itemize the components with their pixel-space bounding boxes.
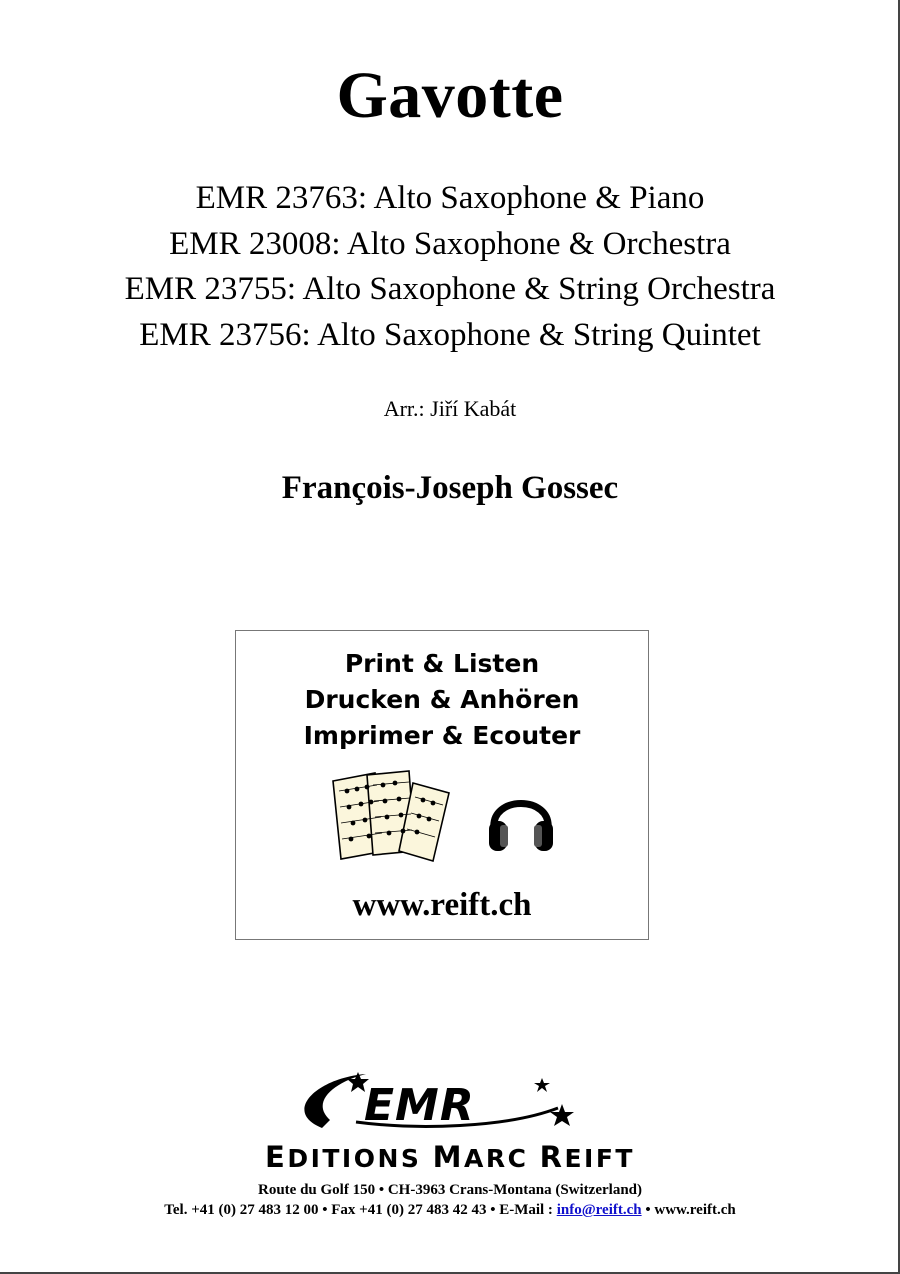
arranger-credit: Arr.: Jiří Kabát	[383, 396, 517, 421]
print-and-listen-box[interactable]	[235, 630, 649, 940]
email-link[interactable]: info@reift.ch	[556, 1202, 642, 1218]
emr-logo	[296, 1072, 606, 1134]
publisher-contact-line: Tel. +41 (0) 27 483 12 00 • Fax +41 (0) 27 483 42 43 • E-Mail : info@reift.ch • www.reift.ch	[164, 1202, 736, 1218]
publisher-address: Route du Golf 150 • CH-3963 Crans-Montana (Switzerland)	[258, 1182, 642, 1198]
headphones-icon	[486, 781, 556, 861]
edition-line: EMR 23008: Alto Saxophone & Orchestra	[169, 225, 731, 262]
page-title: Gavotte	[336, 59, 564, 132]
promo-line-french: Imprimer & Ecouter	[303, 721, 581, 750]
promo-line-english: Print & Listen	[344, 649, 540, 678]
composer-name: François-Joseph Gossec	[281, 470, 619, 506]
logo-text: EMR	[364, 1080, 475, 1131]
sheet-music-icon	[329, 767, 459, 863]
publisher-name: EDITIONS MARC REIFT	[265, 1140, 635, 1174]
edition-list	[0, 176, 900, 358]
edition-line: EMR 23755: Alto Saxophone & String Orchestra	[124, 271, 776, 307]
edition-line: EMR 23756: Alto Saxophone & String Quintet	[139, 316, 761, 353]
promo-line-german: Drucken & Anhören	[304, 685, 580, 714]
publisher-contact	[0, 1180, 900, 1220]
edition-line: EMR 23763: Alto Saxophone & Piano	[195, 180, 705, 216]
promo-website-url[interactable]: www.reift.ch	[352, 887, 532, 923]
